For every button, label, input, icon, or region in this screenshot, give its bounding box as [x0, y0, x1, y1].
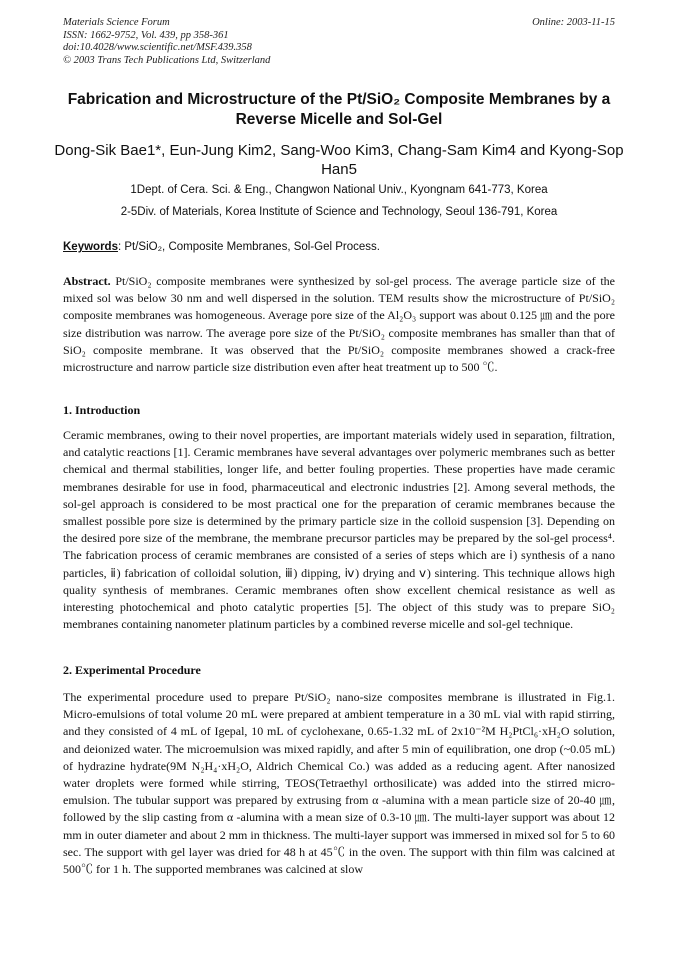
experimental-text: The experimental procedure used to prepare Pt/SiO₂ nano-size composites membrane is illustrated in Fig.1. Micro-emulsions of total volume 20 mL were prepared at ambient temperature in a 30 mL vial with rapid stirring, and they consisted of 4 mL of Igepal, 10 mL of cyclohexane, 0.65-1.32 mL of 2x10⁻²M H₂PtCl₆·xH₂O solution, and deionized water. The microemulsion was mixed rapidly, and after 5 min of equilibration, one drop (~0.05 mL) of hydrazine hydrate(9M N₂H₄·xH₂O, Aldrich Chemical Co.) was added as a reducing agent. After nanosized water droplets were formed while stirring, TEOS(Tetraethyl orthosilicate) was added into the stirred micro-emulsion. The tubular support was prepared by extrusing from α -alumina with a mean particle size of 20-40 ㎛, followed by the slip casting from α -alumina with a mean size of 0.3-10 ㎛. The multi-layer support was about 12 mm in outer diameter and about 2 mm in thickness. The multi-layer support was immersed in mixed sol for 5 to 60 sec. The support with gel layer was dried for 48 h at 45℃ in the oven. The support with thin film was calcined at 500℃ for 1 h. The supported membranes was calcined at slow: [63, 690, 615, 877]
affiliation-1: 1Dept. of Cera. Sci. & Eng., Changwon National Univ., Kyongnam 641-773, Korea: [130, 184, 548, 196]
journal-name: Materials Science Forum: [63, 17, 170, 28]
author-list: Dong-Sik Bae1*, Eun-Jung Kim2, Sang-Woo Kim3, Chang-Sam Kim4 and Kyong-Sop Han5: [54, 142, 624, 178]
online-date: Online: 2003-11-15: [532, 17, 615, 28]
abstract-label: Abstract.: [63, 274, 111, 288]
copyright-line: © 2003 Trans Tech Publications Ltd, Switzerland: [63, 54, 271, 66]
issn-line: ISSN: 1662-9752, Vol. 439, pp 358-361: [63, 29, 229, 41]
keywords: [63, 240, 615, 254]
affiliation-2: 2-5Div. of Materials, Korea Institute of Science and Technology, Seoul 136-791, Korea: [120, 206, 558, 218]
section-heading-introduction: 1. Introduction: [63, 403, 141, 417]
keywords-label: Keywords: [63, 241, 118, 253]
paper-title: Fabrication and Microstructure of the Pt/SiO₂ Composite Membranes by a Reverse Micelle and Sol-Gel: [67, 91, 611, 128]
abstract-text: Pt/SiO₂ composite membranes were synthesized by sol-gel process. The average particle size of the mixed sol was below 30 nm and well dispersed in the solution. TEM results show the microstructure of Pt/SiO₂ composite membranes was homogeneous. Average pore size of the Al₂O₃ support was about 0.125 ㎛ and the pore size distribution was narrow. The average pore size of the Pt/SiO₂ composite membranes has smaller than that of SiO₂ composite membrane. It was observed that the Pt/SiO₂ composite membranes showed a crack-free microstructure and narrow particle size distribution even after heat treatment up to 500 ℃.: [63, 274, 615, 375]
doi-line: doi:10.4028/www.scientific.net/MSF.439.358: [63, 42, 252, 53]
abstract: [63, 273, 615, 376]
section-heading-experimental: 2. Experimental Procedure: [63, 663, 201, 677]
introduction-text: Ceramic membranes, owing to their novel properties, are important materials widely used in separation, filtration, and catalytic reactions [1]. Ceramic membranes have several advantages over polymeric membranes such as better chemical and thermal stabilities, longer life, and better fouling properties. These properties have made ceramic membranes desirable for use in food, pharmaceutical and electronic industries [2]. Among several methods, the sol-gel approach is considered to be most practical one for the preparation of ceramic membranes because the smallest possible pore size is determined by the primary particle size in the colloid suspension [3]. Depending on the desired pore size of the membrane, the membrane precursor particles may be prepared by the sol-gel process⁴. The fabrication process of ceramic membranes are consisted of a series of steps which are ⅰ) synthesis of a nano particles, ⅱ) fabrication of colloidal solution, ⅲ) dipping, ⅳ) drying and ⅴ) sintering. This technique allows high quality synthesis of membranes. Ceramic membranes often show excellent chemical resistance as well as interesting photochemical and photo catalytic properties [5]. The object of this study was to prepare SiO₂ membranes containing nanometer platinum particles by a combined reverse micelle and sol-gel technique.: [63, 428, 615, 632]
keywords-text: : Pt/SiO₂, Composite Membranes, Sol-Gel Process.: [117, 241, 380, 253]
journal-header: [63, 17, 615, 67]
